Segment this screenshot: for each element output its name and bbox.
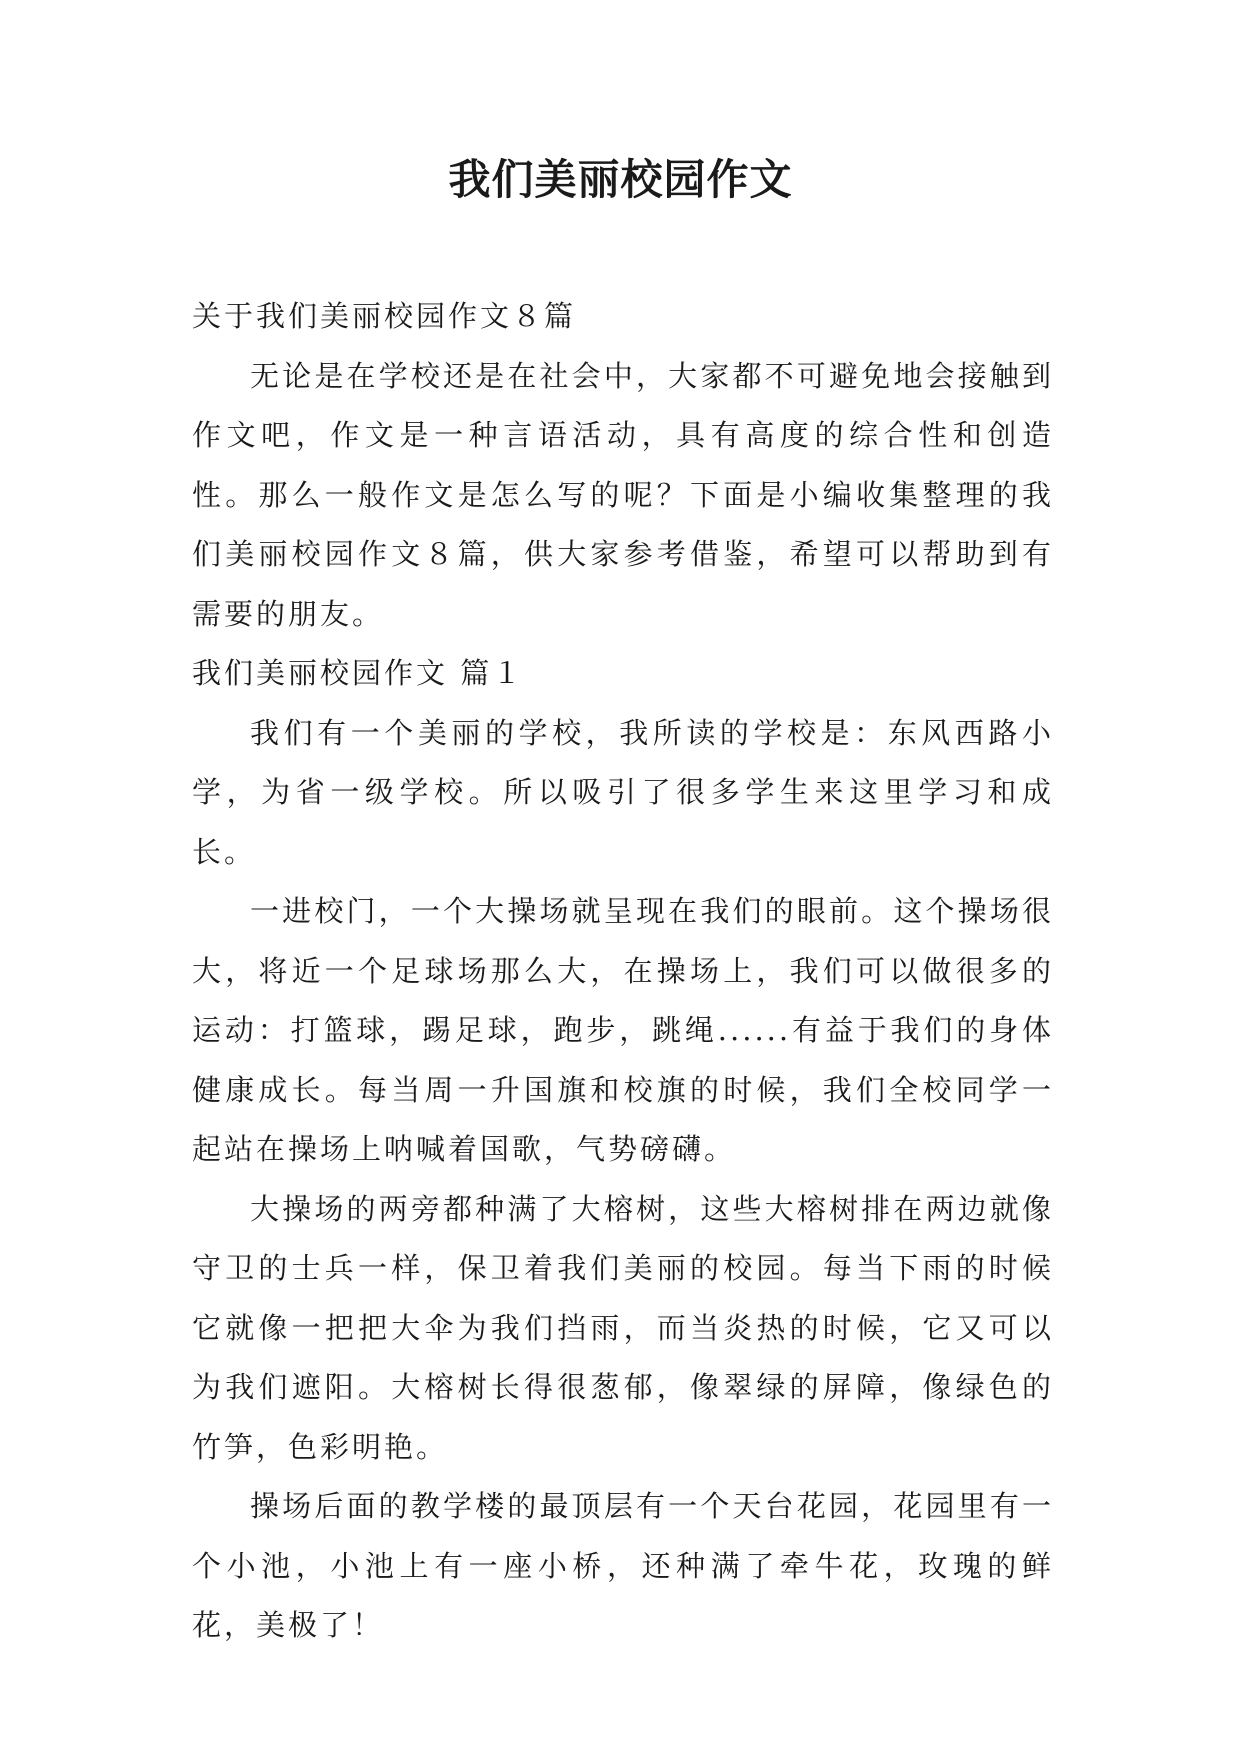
document-title: 我们美丽校园作文 (448, 155, 793, 204)
section-heading: 我们美丽校园作文 篇１ (192, 656, 525, 690)
body-paragraph: 操场后面的教学楼的最顶层有一个天台花园，花园里有一个小池，小池上有一座小桥，还种满了牵牛花，玫瑰的鲜花，美极了！ (192, 1489, 1054, 1642)
intro-paragraph: 无论是在学校还是在社会中，大家都不可避免地会接触到作文吧，作文是一种言语活动，具有高度的综合性和创造性。那么一般作文是怎么写的呢？下面是小编收集整理的我们美丽校园作文８篇，供大家参考借鉴，希望可以帮助到有需要的朋友。 (192, 358, 1054, 631)
body-paragraph: 大操场的两旁都种满了大榕树，这些大榕树排在两边就像守卫的士兵一样，保卫着我们美丽的校园。每当下雨的时候它就像一把把大伞为我们挡雨，而当炎热的时候，它又可以为我们遮阳。大榕树长得很葱郁，像翠绿的屏障，像绿色的竹笋，色彩明艳。 (192, 1191, 1054, 1464)
body-paragraph: 我们有一个美丽的学校，我所读的学校是：东风西路小学，为省一级学校。所以吸引了很多学生来这里学习和成长。 (192, 715, 1054, 869)
body-paragraph: 一进校门，一个大操场就呈现在我们的眼前。这个操场很大，将近一个足球场那么大，在操场上，我们可以做很多的运动：打篮球，踢足球，跑步，跳绳......有益于我们的身体健康成长。每当周一升国旗和校旗的时候，我们全校同学一起站在操场上呐喊着国歌，气势磅礴。 (192, 894, 1054, 1166)
document-subtitle: 关于我们美丽校园作文８篇 (192, 299, 577, 333)
document-body (192, 287, 1054, 1656)
